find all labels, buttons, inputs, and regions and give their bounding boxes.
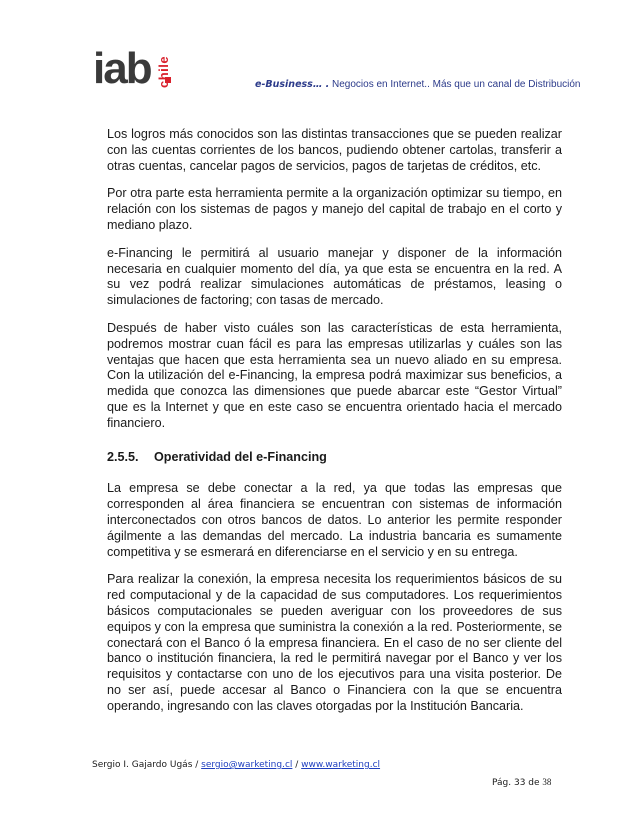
footer-author [92,760,380,770]
author-name: Sergio I. Gajardo Ugás / [92,760,202,770]
iab-chile-logo [93,44,173,94]
page-label: Pág. 33 de [492,778,543,788]
header-emphasis: e-Business… . [255,79,330,90]
paragraph: Los logros más conocidos son las distintas transacciones que se pueden realizar con las cuentas corrientes de los bancos, pudiendo obtener cartolas, transferir a otras cuentas, cancelar pagos de servicios, pagos de tarjetas de créditos, etc. [107,127,562,173]
paragraph: La empresa se debe conectar a la red, ya que todas las empresas que corresponden al área financiera se encuentran con sistemas de información interconectados con otros bancos de datos. Lo anterior les permite responder ágilmente a las demandas del mercado. La industria bancaria es sumamente competitiva y se esmerará en diferenciarse en el servicio y en su entrega. [107,481,562,559]
paragraph: Después de haber visto cuáles son las características de esta herramienta, podremos mostrar cuan fácil es para las empresas utilizarlas y cuáles son las ventajas que hacen que esta herramienta sea un nuevo aliado en su empresa. Con la utilización del e-Financing, la empresa podrá maximizar sus beneficios, a medida que conozca las dimensiones que puede abarcar este “Gestor Virtual” que es la Internet y que en este caso se encuentra orientado hacia el mercado financiero. [107,320,562,430]
page-number [492,777,551,788]
paragraph: e-Financing le permitirá al usuario manejar y disponer de la información necesaria en cualquier momento del día, ya que esta se encuentra en la red. A su vez podrá realizar simulaciones automáticas de préstamos, leasing o simulaciones de factoring; con tasas de mercado. [107,245,562,308]
website-link[interactable]: www.warketing.cl [301,760,381,770]
paragraph: Para realizar la conexión, la empresa necesita los requerimientos básicos de su red computacional y de la capacidad de sus computadores. Los requerimientos básicos computacionales se pueden averiguar con los proveedores de sus equipos y con la empresa que suministra la conexión a la red. Posteriormente, se conectará con el Banco ó la empresa financiera. En el caso de no ser cliente del banco o institución financiera, la red le permitirá navegar por el Banco y ver los requisitos y contactarse con uno de los ejecutivos para una visita posterior. De no ser así, puede accesar al Banco o Financiera con la que se encuentra operando, ingresando con las claves otorgadas por la Institución Bancaria. [107,572,562,713]
footer-separator: / [292,760,302,770]
document-body [107,127,562,727]
logo-wordmark: iab [93,44,151,93]
section-number: 2.5.5. [107,449,139,464]
logo-chile-text: chile [156,55,171,88]
paragraph: Por otra parte esta herramienta permite a la organización optimizar su tiempo, en relación con los sistemas de pagos y manejo del capital de trabajo en el corto y mediano plazo. [107,186,562,232]
page-total: 38 [542,777,552,787]
header-title: Negocios en Internet.. Más que un canal de Distribución [329,79,581,90]
email-link[interactable]: sergio@warketing.cl [201,760,293,770]
section-heading [107,450,562,466]
running-header [255,79,581,90]
section-title: Operatividad del e-Financing [154,449,327,464]
